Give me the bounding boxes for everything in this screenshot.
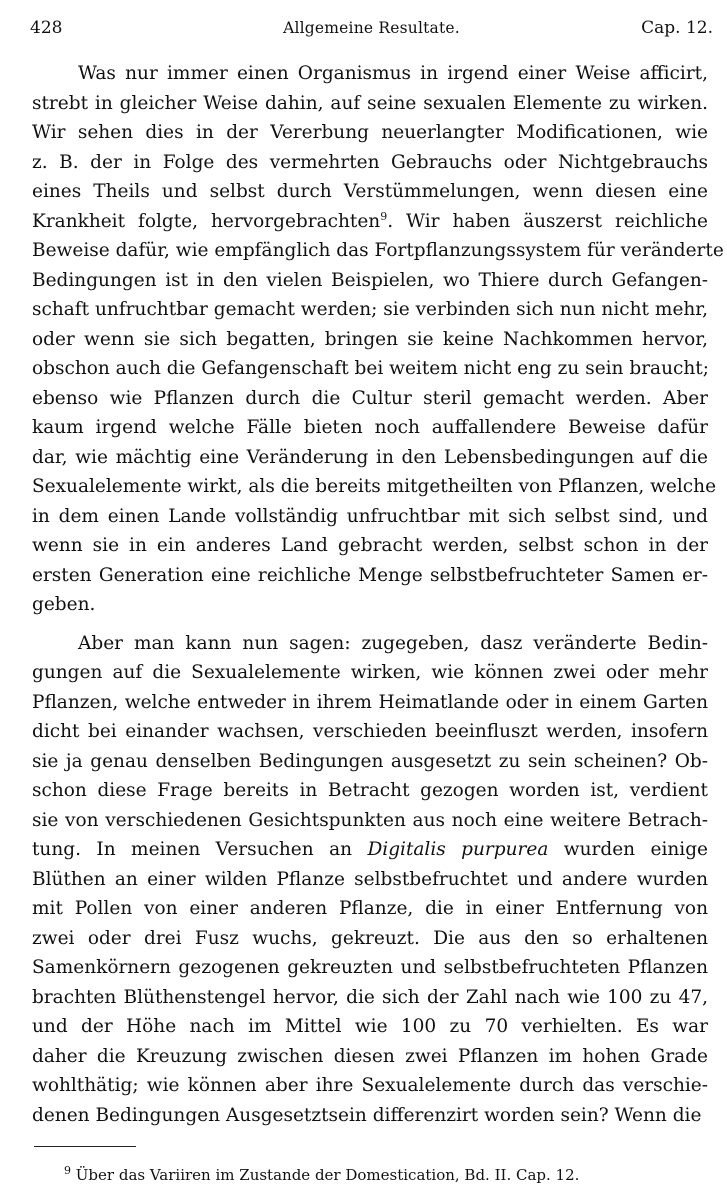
text-line: tung. In meinen Versuchen an Digitalis purpurea wurden einige <box>32 839 708 860</box>
text-line: oder wenn sie sich begatten, bringen sie keine Nachkommen hervor, <box>32 328 708 350</box>
text-line: geben. <box>32 594 96 615</box>
text-line: ebenso wie Pflanzen durch die Cultur steril gemacht werden. Aber <box>32 387 708 409</box>
text-line: obschon auch die Gefangenschaft bei weitem nicht eng zu sein braucht; <box>32 358 709 379</box>
text-line: Was nur immer einen Organismus in irgend einer Weise afficirt, <box>78 63 708 84</box>
footnote <box>64 1164 579 1186</box>
page-header <box>30 14 713 42</box>
text-line: brachten Blüthenstengel hervor, die sich der Zahl nach wie 100 zu 47, <box>32 986 708 1008</box>
footnote-text: Über das Variiren im Zustande der Domestication, Bd. II. Cap. 12. <box>75 1166 580 1184</box>
text-line: sie ja genau denselben Bedingungen ausgesetzt zu sein scheinen? Ob- <box>32 750 708 772</box>
text-line: Beweise dafür, wie empfänglich das Fortpflanzungssystem für veränderte <box>32 240 724 261</box>
running-title: Allgemeine Resultate. <box>283 19 460 37</box>
text-line: Wir sehen dies in der Vererbung neuerlangter Modificationen, wie <box>32 122 708 143</box>
text-line: dicht bei einander wachsen, verschieden beeinfluszt werden, insofern <box>32 721 708 742</box>
text-line: eines Theils und selbst durch Verstümmelungen, wenn diesen eine <box>32 181 708 202</box>
footnote-reference[interactable]: 9 <box>380 209 388 223</box>
text-line: daher die Kreuzung zwischen diesen zwei Pflanzen im hohen Grade <box>32 1045 708 1067</box>
chapter-label: Cap. 12. <box>641 18 713 38</box>
text-line: in dem einen Lande vollständig unfruchtbar mit sich selbst sind, und <box>32 505 708 527</box>
text-line: zwei oder drei Fusz wuchs, gekreuzt. Die aus den so erhaltenen <box>32 927 708 949</box>
text-line: Samenkörnern gezogenen gekreuzten und selbstbefruchteten Pflanzen <box>32 957 708 978</box>
text-line: Blüthen an einer wilden Pflanze selbstbefruchtet und andere wurden <box>32 868 708 890</box>
page-number: 428 <box>30 18 63 38</box>
text-line: und der Höhe nach im Mittel wie 100 zu 70 verhielten. Es war <box>32 1016 708 1037</box>
text-line: Sexualelemente wirkt, als die bereits mitgetheilten von Pflanzen, welche <box>32 476 717 497</box>
text-line: mit Pollen von einer anderen Pflanze, die in einer Entfernung von <box>32 898 708 919</box>
text-line: Pflanzen, welche entweder in ihrem Heimatlande oder in einem Garten <box>32 691 708 713</box>
text-line: schaft unfruchtbar gemacht werden; sie verbinden sich nun nicht mehr, <box>32 299 708 320</box>
footnote-divider <box>34 1146 136 1147</box>
text-line: ersten Generation eine reichliche Menge selbstbefruchteter Samen er- <box>32 564 708 586</box>
species-name: Digitalis purpurea <box>367 839 549 860</box>
body-text <box>32 59 724 1130</box>
text-line: z. B. der in Folge des vermehrten Gebrauchs oder Nichtgebrauchs <box>32 151 708 173</box>
text-line: Bedingungen ist in den vielen Beispielen, wo Thiere durch Gefangen- <box>32 269 708 291</box>
text-line: wohlthätig; wie können aber ihre Sexualelemente durch das verschie- <box>32 1075 708 1096</box>
text-line: denen Bedingungen Ausgesetztsein differenzirt worden sein? Wenn die <box>32 1104 702 1126</box>
text-line: schon diese Frage bereits in Betracht gezogen worden ist, verdient <box>32 780 708 801</box>
text-line: kaum irgend welche Fälle bieten noch auffallendere Beweise dafür <box>32 417 708 438</box>
footnote-marker: 9 <box>64 1164 71 1177</box>
text-line: wenn sie in ein anderes Land gebracht werden, selbst schon in der <box>32 535 708 556</box>
text-line: Krankheit folgte, hervorgebrachten$^9$. Wir haben äuszerst reichliche <box>32 209 708 232</box>
text-line: strebt in gleicher Weise dahin, auf seine sexualen Elemente zu wirken. <box>32 92 708 114</box>
text-line: dar, wie mächtig eine Veränderung in den Lebensbedingungen auf die <box>32 446 708 468</box>
text-line: sie von verschiedenen Gesichtspunkten aus noch eine weitere Betrach- <box>32 809 708 831</box>
paragraph <box>32 59 724 620</box>
paragraph <box>32 629 708 1131</box>
text-line: Aber man kann nun sagen: zugegeben, dasz veränderte Bedin- <box>78 632 708 654</box>
text-line: gungen auf die Sexualelemente wirken, wie können zwei oder mehr <box>32 662 708 683</box>
